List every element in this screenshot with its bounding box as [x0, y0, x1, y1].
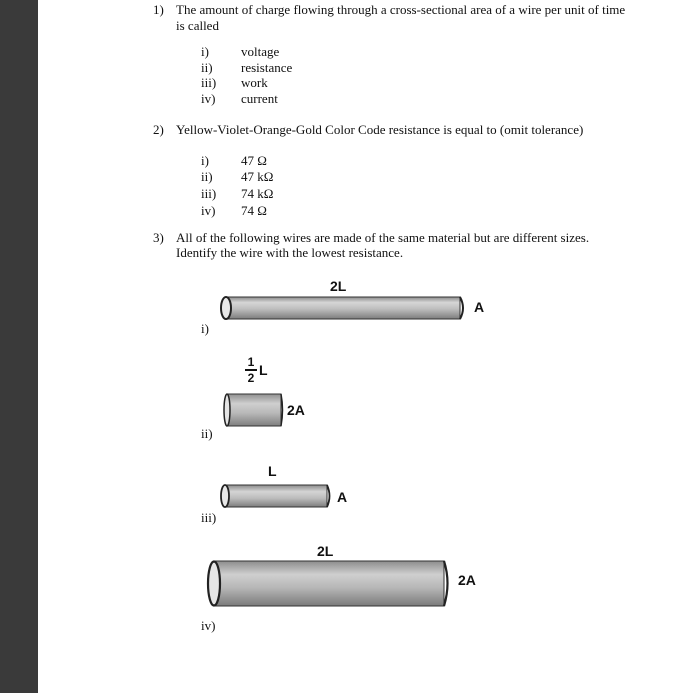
- wire-area-label: A: [474, 299, 485, 315]
- q2-option-num: ii): [201, 169, 213, 184]
- length-fraction-numerator: 1: [247, 355, 255, 369]
- wire-option-num: iv): [201, 618, 216, 633]
- q1-text-line2: is called: [176, 18, 219, 33]
- q2-option-num: iv): [201, 203, 216, 218]
- q2-text: Yellow-Violet-Orange-Gold Color Code resistance is equal to (omit tolerance): [176, 122, 584, 137]
- q2-option-text[interactable]: 74 Ω: [241, 203, 267, 218]
- q2-option-num: i): [201, 153, 209, 168]
- q3-number: 3): [153, 230, 164, 245]
- wire-cylinder-drawing: [222, 391, 284, 429]
- q1-option-num: ii): [201, 60, 213, 75]
- q1-option-text[interactable]: voltage: [241, 44, 280, 59]
- q3-text-line2: Identify the wire with the lowest resistance.: [176, 245, 404, 260]
- wire-area-label: 2A: [458, 572, 476, 588]
- wire-option-num: i): [201, 321, 209, 336]
- q2-option-text[interactable]: 74 kΩ: [241, 186, 274, 201]
- q3-text-line1: All of the following wires are made of the same material but are different sizes.: [176, 230, 590, 245]
- q2-option-text[interactable]: 47 Ω: [241, 153, 267, 168]
- q1-option-num: iv): [201, 91, 216, 106]
- wire-option-num: ii): [201, 426, 213, 441]
- wire-length-label: 2L: [330, 278, 347, 294]
- length-fraction-denominator: 2: [247, 371, 255, 385]
- wire-length-unit: L: [259, 362, 268, 378]
- left-sidebar-bar: [0, 0, 38, 693]
- q1-text-line1: The amount of charge flowing through a cross-sectional area of a wire per unit of time: [176, 2, 626, 17]
- q1-option-num: iii): [201, 75, 217, 90]
- wire-cylinder-drawing: [218, 293, 468, 323]
- q2-option-num: iii): [201, 186, 217, 201]
- wire-length-label: 2L: [317, 543, 334, 559]
- wire-cylinder-drawing: [218, 482, 334, 510]
- wire-area-label: 2A: [287, 402, 305, 418]
- q1-option-num: i): [201, 44, 209, 59]
- wire-cylinder-drawing: [204, 558, 452, 610]
- q2-number: 2): [153, 122, 164, 137]
- wire-area-label: A: [337, 489, 348, 505]
- wire-option-num: iii): [201, 510, 217, 525]
- q1-option-text[interactable]: resistance: [241, 60, 293, 75]
- q1-option-text[interactable]: work: [241, 75, 268, 90]
- q1-option-text[interactable]: current: [241, 91, 278, 106]
- q2-option-text[interactable]: 47 kΩ: [241, 169, 274, 184]
- wire-length-label: L: [268, 463, 277, 479]
- q1-number: 1): [153, 2, 164, 17]
